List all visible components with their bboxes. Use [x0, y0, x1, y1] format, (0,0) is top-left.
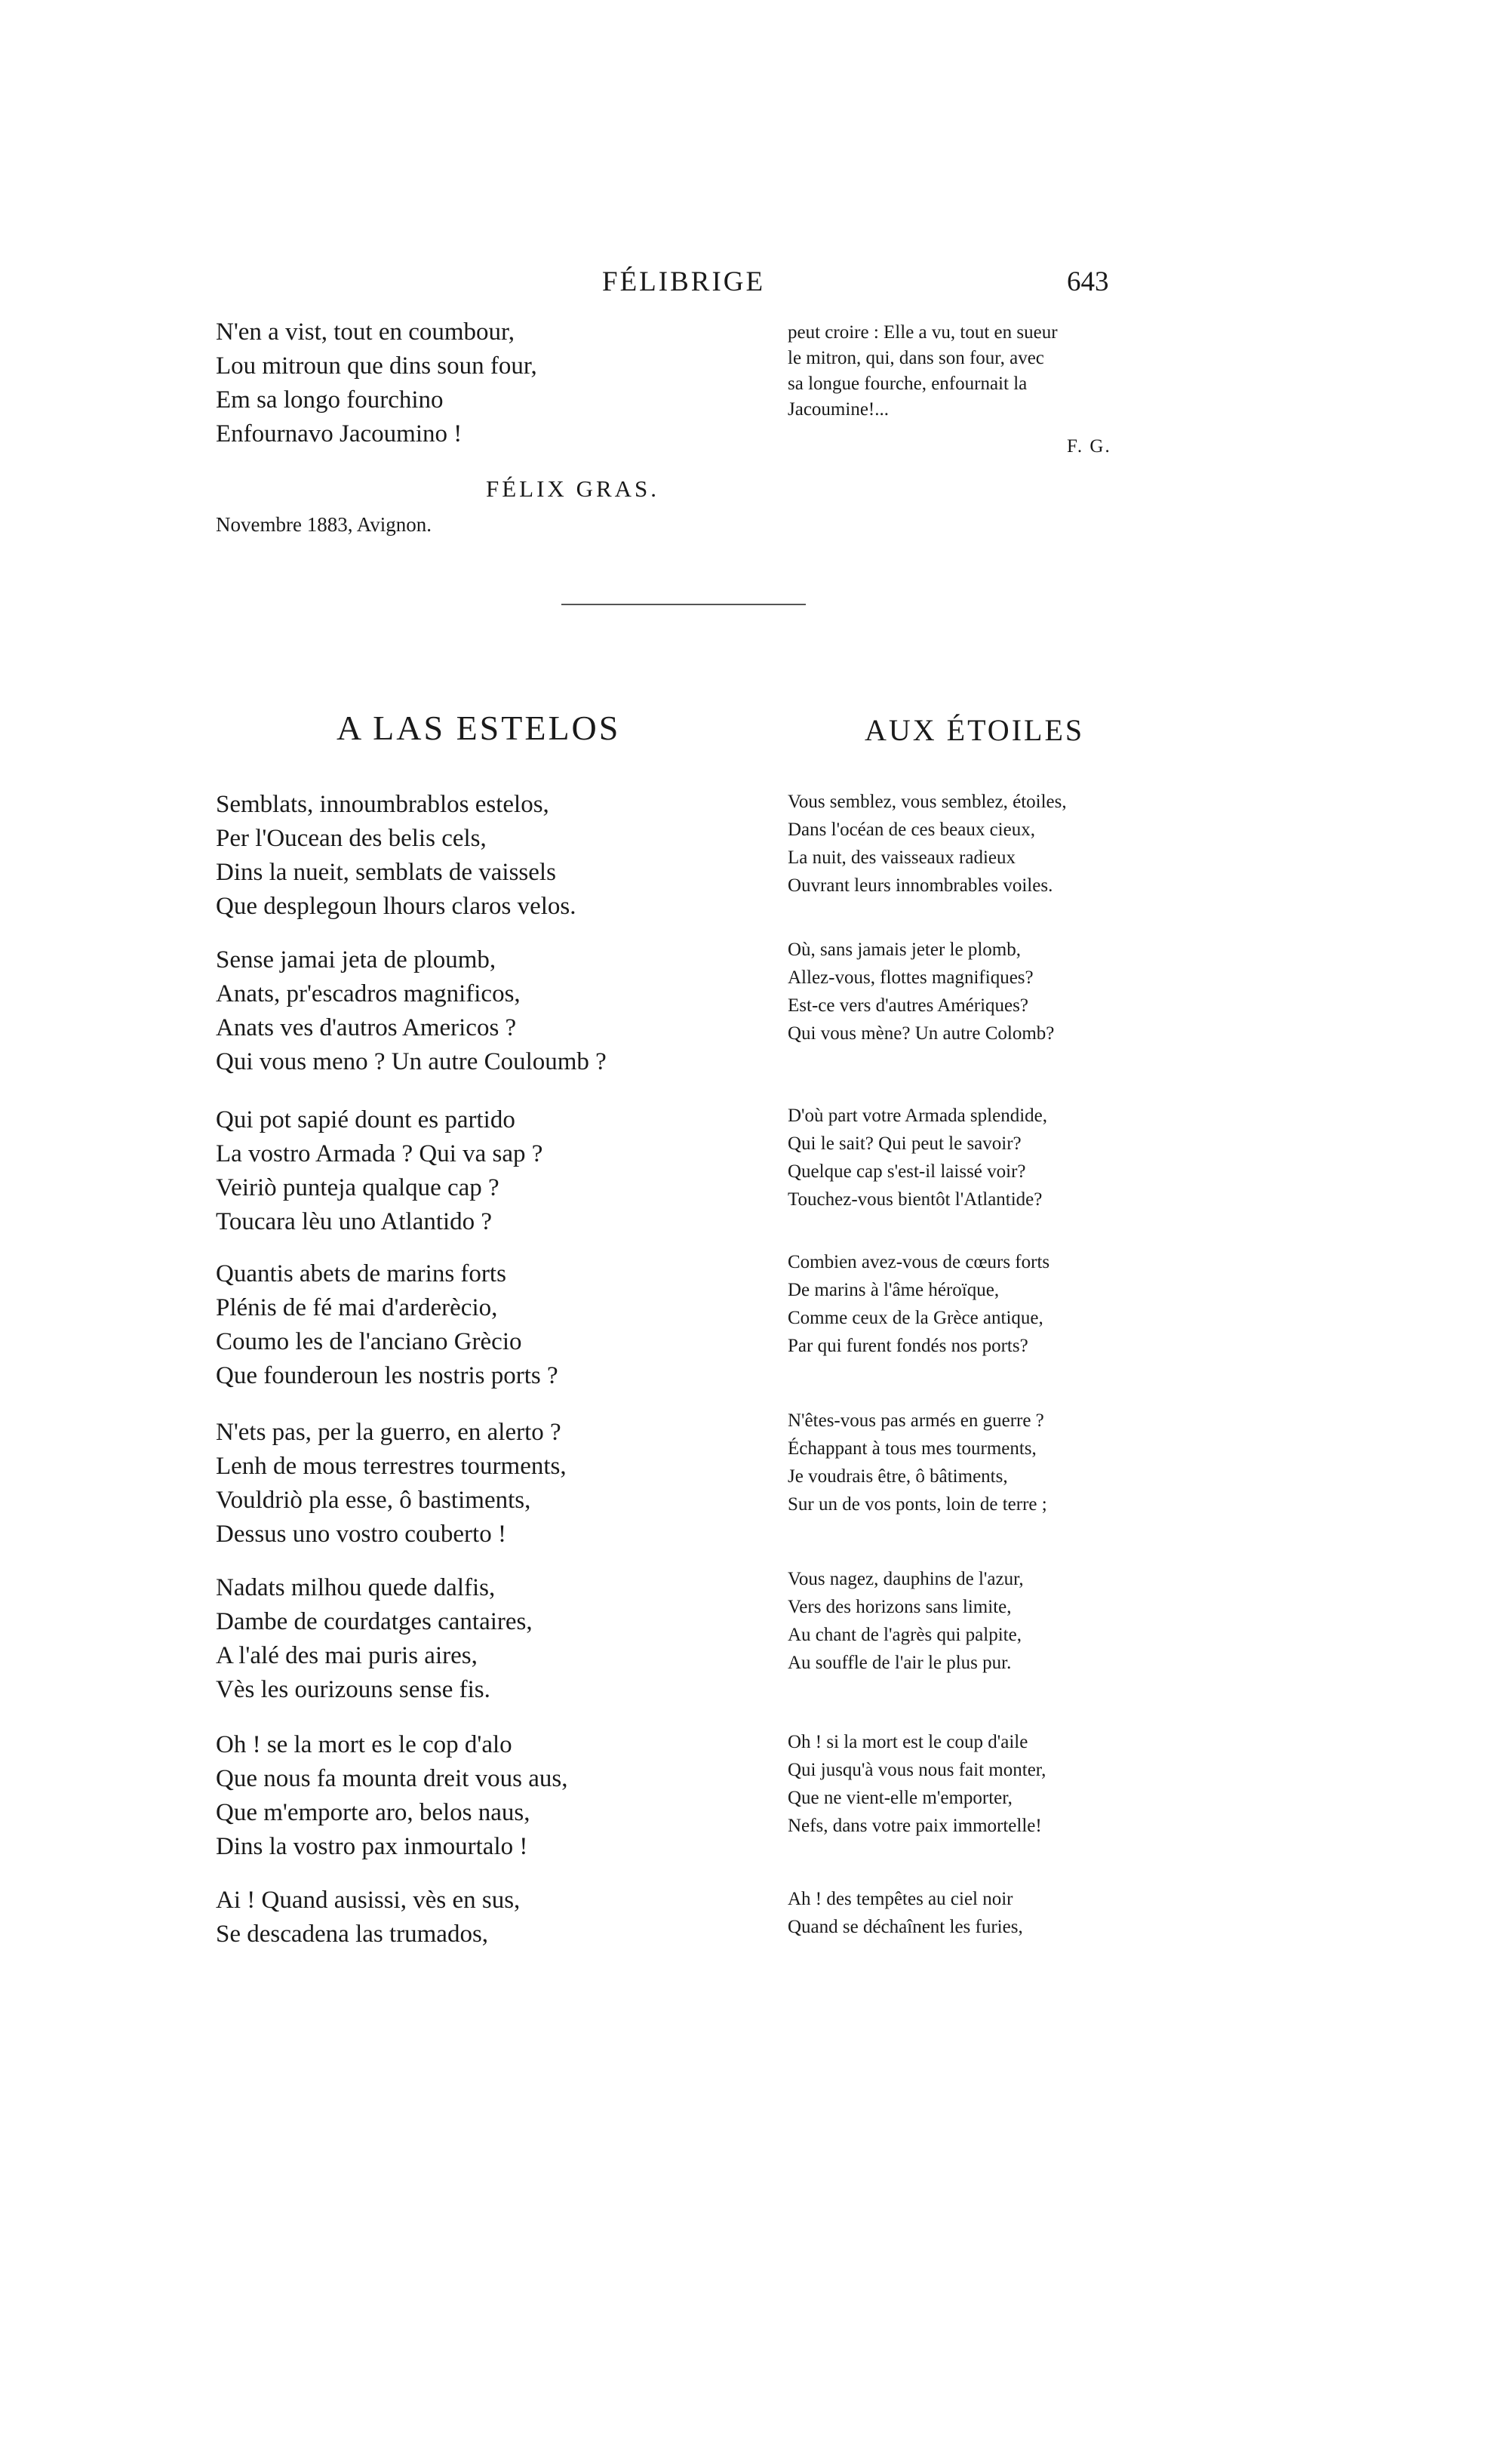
verse-line: Lou mitroun que dins soun four,	[216, 352, 537, 380]
section-divider	[561, 604, 806, 605]
verse-line: Qui jusqu'à vous nous fait monter,	[788, 1760, 1046, 1780]
verse-line: Que ne vient-elle m'emporter,	[788, 1788, 1013, 1808]
poem-title-french: AUX ÉTOILES	[865, 713, 1085, 747]
translator-signature: F. G.	[1067, 436, 1111, 457]
verse-line: Ouvrant leurs innombrables voiles.	[788, 875, 1053, 896]
provencal-stanza	[216, 943, 607, 1079]
provencal-stanza	[216, 1884, 520, 1951]
verse-line: Dins la vostro pax inmourtalo !	[216, 1833, 528, 1860]
french-stanza	[788, 788, 1067, 900]
verse-line: Enfournavo Jacoumino !	[216, 420, 463, 447]
verse-line: Quantis abets de marins forts	[216, 1260, 506, 1287]
provencal-stanza	[216, 1103, 542, 1239]
verse-line: Dessus uno vostro couberto !	[216, 1521, 506, 1548]
verse-line: Per l'Oucean des belis cels,	[216, 825, 487, 852]
verse-line: Allez-vous, flottes magnifiques?	[788, 967, 1034, 988]
verse-line: Em sa longo fourchino	[216, 386, 444, 414]
verse-line: Échappant à tous mes tourments,	[788, 1438, 1037, 1459]
french-stanza	[788, 1728, 1046, 1840]
verse-line: Sur un de vos ponts, loin de terre ;	[788, 1494, 1047, 1515]
verse-line: Au souffle de l'air le plus pur.	[788, 1653, 1012, 1673]
verse-line: Anats, pr'escadros magnificos,	[216, 980, 521, 1007]
verse-line: Où, sans jamais jeter le plomb,	[788, 940, 1021, 960]
provencal-stanza	[216, 1571, 533, 1707]
prose-line: le mitron, qui, dans son four, avec	[788, 348, 1044, 368]
verse-line: Au chant de l'agrès qui palpite,	[788, 1625, 1022, 1645]
verse-line: Est-ce vers d'autres Amériques?	[788, 995, 1028, 1016]
author-signature: FÉLIX GRAS.	[486, 475, 660, 502]
verse-line: Combien avez-vous de cœurs forts	[788, 1252, 1050, 1272]
verse-line: Vous nagez, dauphins de l'azur,	[788, 1569, 1024, 1589]
verse-line: Que desplegoun lhours claros velos.	[216, 893, 576, 920]
verse-line: Nadats milhou quede dalfis,	[216, 1574, 496, 1601]
verse-line: Qui le sait? Qui peut le savoir?	[788, 1133, 1022, 1154]
verse-line: N'ets pas, per la guerro, en alerto ?	[216, 1419, 561, 1446]
verse-line: N'êtes-vous pas armés en guerre ?	[788, 1410, 1044, 1431]
verse-line: Dans l'océan de ces beaux cieux,	[788, 820, 1035, 840]
poem-date: Novembre 1883, Avignon.	[216, 513, 432, 536]
top-french-prose	[788, 320, 1058, 423]
verse-line: Plénis de fé mai d'arderècio,	[216, 1294, 498, 1321]
french-stanza	[788, 1102, 1047, 1213]
running-title: FÉLIBRIGE	[602, 266, 766, 297]
verse-line: A l'alé des mai puris aires,	[216, 1642, 478, 1669]
verse-line: Vès les ourizouns sense fis.	[216, 1676, 490, 1703]
verse-line: D'où part votre Armada splendide,	[788, 1106, 1047, 1126]
french-stanza	[788, 1565, 1024, 1677]
verse-line: Ah ! des tempêtes au ciel noir	[788, 1889, 1013, 1909]
verse-line: De marins à l'âme héroïque,	[788, 1280, 1000, 1300]
verse-line: Sense jamai jeta de ploumb,	[216, 946, 496, 973]
provencal-stanza	[216, 1257, 558, 1393]
verse-line: Anats ves d'autros Americos ?	[216, 1014, 517, 1041]
verse-line: Par qui furent fondés nos ports?	[788, 1336, 1028, 1356]
verse-line: Coumo les de l'anciano Grècio	[216, 1328, 522, 1355]
verse-line: Ai ! Quand ausissi, vès en sus,	[216, 1887, 521, 1914]
prose-line: Jacoumine!...	[788, 399, 889, 420]
verse-line: Dambe de courdatges cantaires,	[216, 1608, 533, 1635]
verse-line: Oh ! se la mort es le cop d'alo	[216, 1731, 512, 1758]
verse-line: Se descadena las trumados,	[216, 1921, 489, 1948]
verse-line: Quand se déchaînent les furies,	[788, 1917, 1023, 1937]
verse-line: Semblats, innoumbrablos estelos,	[216, 791, 549, 818]
verse-line: Je voudrais être, ô bâtiments,	[788, 1466, 1008, 1487]
verse-line: Lenh de mous terrestres tourments,	[216, 1453, 567, 1480]
french-stanza	[788, 936, 1054, 1047]
verse-line: La vostro Armada ? Qui va sap ?	[216, 1140, 543, 1167]
verse-line: Qui vous meno ? Un autre Couloumb ?	[216, 1048, 607, 1075]
page-number: 643	[1067, 266, 1109, 297]
verse-line: Qui vous mène? Un autre Colomb?	[788, 1023, 1055, 1044]
verse-line: La nuit, des vaisseaux radieux	[788, 847, 1016, 868]
verse-line: Dins la nueit, semblats de vaissels	[216, 859, 556, 886]
verse-line: Que founderoun les nostris ports ?	[216, 1362, 558, 1389]
top-provencal-stanza	[216, 315, 537, 451]
provencal-stanza	[216, 1728, 568, 1864]
french-stanza	[788, 1407, 1047, 1518]
provencal-stanza	[216, 1416, 567, 1552]
verse-line: N'en a vist, tout en coumbour,	[216, 318, 515, 346]
verse-line: Que nous fa mounta dreit vous aus,	[216, 1765, 568, 1792]
provencal-stanza	[216, 788, 576, 924]
french-stanza	[788, 1248, 1049, 1360]
prose-line: sa longue fourche, enfournait la	[788, 374, 1028, 394]
verse-line: Vouldriò pla esse, ô bastiments,	[216, 1487, 531, 1514]
verse-line: Oh ! si la mort est le coup d'aile	[788, 1732, 1028, 1752]
verse-line: Vers des horizons sans limite,	[788, 1597, 1012, 1617]
verse-line: Que m'emporte aro, belos naus,	[216, 1799, 530, 1826]
verse-line: Comme ceux de la Grèce antique,	[788, 1308, 1043, 1328]
verse-line: Touchez-vous bientôt l'Atlantide?	[788, 1189, 1043, 1210]
prose-line: peut croire : Elle a vu, tout en sueur	[788, 322, 1058, 343]
verse-line: Veiriò punteja qualque cap ?	[216, 1174, 499, 1201]
verse-line: Toucara lèu uno Atlantido ?	[216, 1208, 493, 1235]
poem-title-provencal: A LAS ESTELOS	[337, 709, 621, 747]
verse-line: Nefs, dans votre paix immortelle!	[788, 1816, 1042, 1836]
french-stanza	[788, 1885, 1023, 1941]
verse-line: Quelque cap s'est-il laissé voir?	[788, 1161, 1026, 1182]
verse-line: Qui pot sapié dount es partido	[216, 1106, 515, 1133]
verse-line: Vous semblez, vous semblez, étoiles,	[788, 792, 1067, 812]
